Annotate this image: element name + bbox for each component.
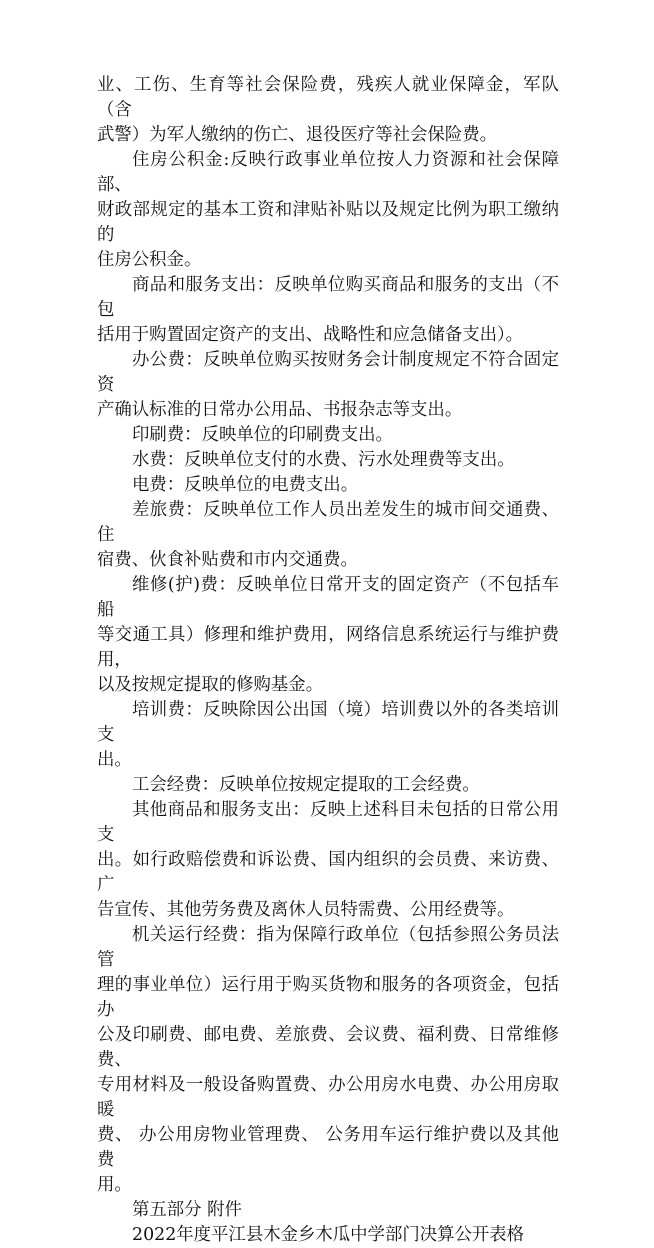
text-line: 宿费、伙食补贴费和市内交通费。 — [97, 550, 358, 570]
text-line: 产确认标准的日常办公用品、书报杂志等支出。 — [97, 400, 463, 420]
text-line: 商品和服务支出：反映单位购买商品和服务的支出（不包 — [97, 275, 559, 320]
text-line: 工会经费：反映单位按规定提取的工会经费。 — [132, 775, 480, 795]
section-heading-part-five — [97, 1198, 559, 1223]
paragraph-goods-services — [97, 273, 559, 348]
text-line: 维修(护)费：反映单位日常开支的固定资产（不包括车船 — [97, 575, 559, 620]
text-line: 其他商品和服务支出：反映上述科目未包括的日常公用支 — [97, 800, 559, 845]
paragraph-insurance-continued — [97, 73, 559, 148]
paragraph-travel — [97, 498, 559, 573]
text-line: 印刷费：反映单位的印刷费支出。 — [132, 425, 393, 445]
text-line: 财政部规定的基本工资和津贴补贴以及规定比例为职工缴纳的 — [97, 200, 559, 245]
text-line: 括用于购置固定资产的支出、战略性和应急储备支出）。 — [97, 325, 524, 345]
text-line: 费、 办公用房物业管理费、 公务用车运行维护费以及其他费 — [97, 1125, 559, 1170]
paragraph-housing-fund — [97, 148, 559, 273]
text-line: 差旅费：反映单位工作人员出差发生的城市间交通费、住 — [97, 500, 559, 545]
paragraph-maintenance — [97, 573, 559, 698]
paragraph-training — [97, 698, 559, 773]
text-line: 以及按规定提取的修购基金。 — [97, 675, 324, 695]
paragraph-water — [97, 448, 559, 473]
text-line: 业、工伤、生育等社会保险费，残疾人就业保障金，军队（含 — [97, 75, 559, 120]
text-line: 出。 — [97, 750, 132, 770]
text-line: 2022年度平江县木金乡木瓜中学部门决算公开表格 — [132, 1225, 525, 1245]
paragraph-office-expenses — [97, 348, 559, 423]
text-line: 第五部分 附件 — [132, 1200, 242, 1220]
text-line: 住房公积金:反映行政事业单位按人力资源和社会保障部、 — [97, 150, 559, 195]
paragraph-electricity — [97, 473, 559, 498]
text-line: 电费：反映单位的电费支出。 — [132, 475, 359, 495]
text-line: 用。 — [97, 1175, 132, 1195]
text-line: 武警）为军人缴纳的伤亡、退役医疗等社会保险费。 — [97, 125, 497, 145]
text-line: 培训费：反映除因公出国（境）培训费以外的各类培训支 — [97, 700, 559, 745]
paragraph-union — [97, 773, 559, 798]
text-line: 等交通工具）修理和维护费用，网络信息系统运行与维护费用， — [97, 625, 559, 670]
paragraph-agency-operation — [97, 923, 559, 1198]
text-line: 住房公积金。 — [97, 250, 202, 270]
text-line: 出。如行政赔偿费和诉讼费、国内组织的会员费、来访费、广 — [97, 850, 559, 895]
text-line: 公及印刷费、邮电费、差旅费、会议费、福利费、日常维修费、 — [97, 1025, 559, 1070]
text-line: 机关运行经费：指为保障行政单位（包括参照公务员法管 — [97, 925, 559, 970]
attachment-title — [97, 1223, 559, 1248]
text-line: 水费：反映单位支付的水费、污水处理费等支出。 — [132, 450, 515, 470]
paragraph-other-goods — [97, 798, 559, 923]
text-line: 理的事业单位）运行用于购买货物和服务的各项资金，包括办 — [97, 975, 559, 1020]
text-line: 告宣传、其他劳务费及离休人员特需费、公用经费等。 — [97, 900, 515, 920]
text-line: 专用材料及一般设备购置费、办公用房水电费、办公用房取暖 — [97, 1075, 559, 1120]
text-line: 办公费：反映单位购买按财务会计制度规定不符合固定资 — [97, 350, 559, 395]
document-body — [97, 73, 559, 1248]
paragraph-printing — [97, 423, 559, 448]
